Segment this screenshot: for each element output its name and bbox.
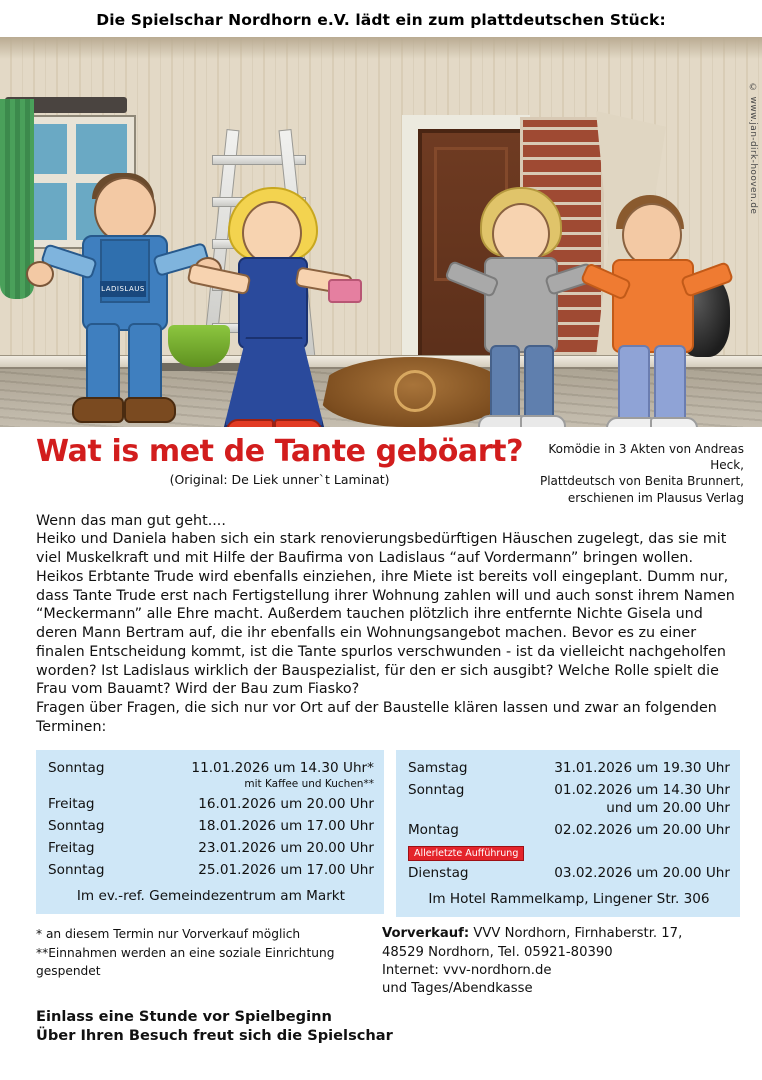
date-note: mit Kaffee und Kuchen** <box>244 778 374 791</box>
dates-section <box>0 736 762 917</box>
date-day: Sonntag <box>48 760 105 777</box>
date-row <box>408 782 730 798</box>
date-when: 31.01.2026 um 19.30 Uhr <box>554 760 730 777</box>
date-row <box>408 865 730 881</box>
date-day: Sonntag <box>407 782 465 799</box>
date-extra: und um 20.00 Uhr <box>606 800 730 817</box>
date-day: Dienstag <box>407 865 469 882</box>
illustration <box>0 37 762 427</box>
credits <box>535 441 744 506</box>
presale-line-2: 48529 Nordhorn, Tel. 05921-80390 <box>382 944 613 960</box>
credits-line-3: erschienen im Plausus Verlag <box>567 490 744 505</box>
closing-line-1: Einlass eine Stunde vor Spielbeginn <box>36 1008 332 1026</box>
paint-roller-icon <box>328 279 362 303</box>
ceiling-shadow <box>0 37 762 59</box>
date-row <box>408 822 730 838</box>
date-row <box>48 760 374 776</box>
synopsis <box>0 506 762 737</box>
status-badge: Allerletzte Aufführung <box>408 846 524 861</box>
date-when: 25.01.2026 um 17.00 Uhr <box>198 862 374 879</box>
date-row <box>48 862 374 878</box>
presale-info <box>382 925 712 998</box>
footnote-double-star: **Einnahmen werden an eine soziale Einrichtung gespendet <box>36 945 335 978</box>
presale-line-4: und Tages/Abendkasse <box>382 981 533 997</box>
character-daniela <box>210 187 340 427</box>
dates-box-hotel <box>396 750 740 917</box>
character-ladislaus <box>52 177 192 427</box>
date-row <box>48 818 374 834</box>
footer-section <box>0 917 762 998</box>
credits-line-2: Plattdeutsch von Benita Brunnert, <box>539 474 744 489</box>
synopsis-lead: Wenn das man gut geht.... <box>36 512 226 529</box>
presale-address-1: VVV Nordhorn, Firnhaberstr. 17, <box>469 926 683 942</box>
credits-line-1: Komödie in 3 Akten von Andreas Heck, <box>548 442 744 473</box>
date-when: 18.01.2026 um 17.00 Uhr <box>198 818 374 835</box>
date-day: Freitag <box>48 840 95 857</box>
date-when: 23.01.2026 um 20.00 Uhr <box>198 840 374 857</box>
synopsis-closing: Fragen über Fragen, die sich nur vor Ort auf der Baustelle klären lassen und zwar an folgenden Terminen: <box>36 699 717 735</box>
date-row <box>48 840 374 856</box>
date-day: Sonntag <box>48 862 105 879</box>
date-day: Montag <box>407 822 459 839</box>
invitation-header: Die Spielschar Nordhorn e.V. lädt ein zum plattdeutschen Stück: <box>96 11 666 29</box>
date-when: 02.02.2026 um 20.00 Uhr <box>554 822 730 839</box>
venue-left: Im ev.-ref. Gemeindezentrum am Markt <box>76 888 346 905</box>
footnote-star: * an diesem Termin nur Vorverkauf möglich <box>36 927 301 942</box>
closing-note <box>0 998 418 1046</box>
synopsis-text: Heiko und Daniela haben sich ein stark renovierungsbedürftigen Häuschen zugelegt, das sie mit viel Muskelkraft und mit Hilfe der Baufirma von Ladislaus “auf Vordermann” bringen wollen. Heikos Erbtante Trude wird ebenfalls einziehen, ihre Miete ist bereits voll eingeplant. Dumm nur, dass Tante Trude erst nach Fertigstellung ihrer Wohnung zahlen will und auch sonst ihrem Namen “Meckermann” alle Ehre macht. Außerdem tauchen plötzlich ihre entfernte Nichte Gisela und deren Mann Bertram auf, die ihr ebenfalls ein Wohnungsangebot machen. Bevor es zu einer finalen Entscheidung kommt, ist die Tante spurlos verschwunden - ist da vielleicht nachgeholfen worden? Ist Ladislaus wirklich der Bauspezialist, für den er sich ausgibt? Welche Rolle spielt die Frau vom Bauamt? Wird der Bau zum Fiasko? <box>36 531 735 698</box>
overall-name-badge: LADISLAUS <box>100 281 146 297</box>
character-bertram <box>596 195 716 427</box>
date-row <box>48 796 374 812</box>
footnotes <box>36 925 370 980</box>
date-day: Samstag <box>407 760 468 777</box>
presale-line-1 <box>382 925 712 943</box>
dates-box-gemeindezentrum <box>36 750 384 914</box>
play-title: Wat is met de Tante geböart? <box>36 434 524 469</box>
date-row <box>408 760 730 776</box>
title-block <box>0 427 762 506</box>
date-when: 16.01.2026 um 20.00 Uhr <box>198 796 374 813</box>
date-when: 01.02.2026 um 14.30 Uhr <box>554 782 730 799</box>
closing-line-2: Über Ihren Besuch freut sich die Spielschar <box>36 1027 393 1045</box>
original-title: (Original: De Liek unner`t Laminat) <box>169 472 390 487</box>
date-day: Freitag <box>48 796 95 813</box>
character-trude <box>462 187 582 427</box>
copyright-notice: © www.jan-dirk-hooven.de <box>748 83 758 215</box>
venue-right: Im Hotel Rammelkamp, Lingener Str. 306 <box>428 891 710 908</box>
date-day: Sonntag <box>48 818 105 835</box>
presale-label: Vorverkauf: <box>382 926 470 942</box>
date-when: 11.01.2026 um 14.30 Uhr* <box>191 760 374 777</box>
presale-line-3: Internet: vvv-nordhorn.de <box>382 962 552 978</box>
date-when: 03.02.2026 um 20.00 Uhr <box>554 865 730 882</box>
